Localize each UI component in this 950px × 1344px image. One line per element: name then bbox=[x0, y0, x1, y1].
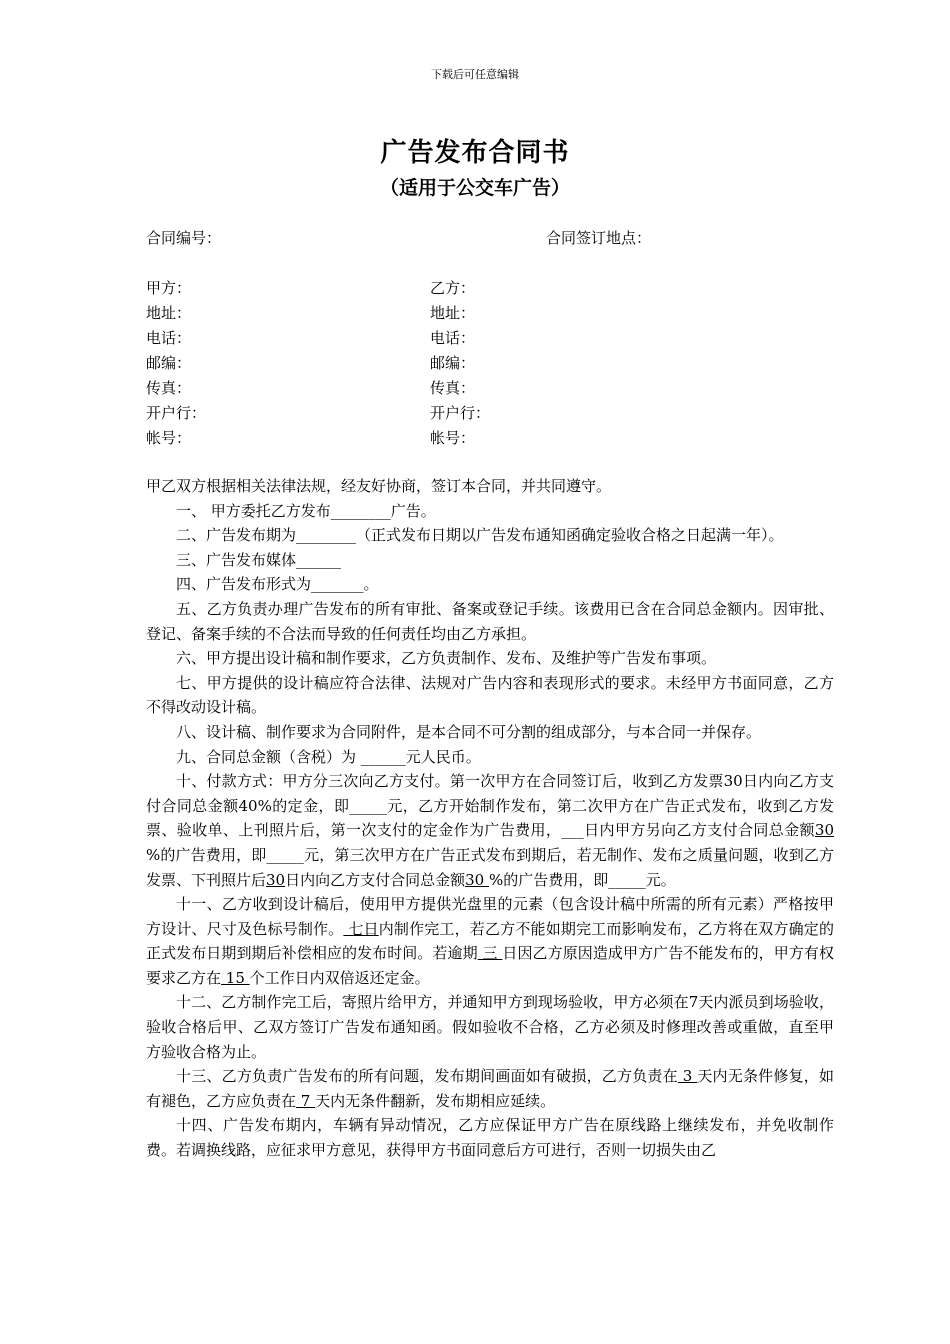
party-row bbox=[146, 276, 846, 301]
clause-text: 日内甲方另向乙方支付合同总金额 bbox=[583, 821, 815, 840]
party-row bbox=[146, 326, 846, 351]
clause-10 bbox=[146, 769, 834, 892]
clause-2: 二、广告发布期为________（正式发布日期以广告发布通知函确定验收合格之日起满一年）。 bbox=[176, 526, 784, 545]
clause-14: 十四、广告发布期内，车辆有异动情况，乙方应保证甲方广告在原线路上继续发布，并免收制作费。若调换线路，应征求甲方意见，获得甲方书面同意后方可进行，否则一切损失由乙 bbox=[146, 1116, 834, 1160]
party-b-field: 电话： bbox=[430, 329, 476, 347]
clause-text: 十一、乙方收到设计稿后，使用甲方提供光盘里的元素（包含设计稿中所需的所有元素）严格按甲方设计、尺寸及色标号制作。 bbox=[146, 895, 834, 938]
party-a-field: 帐号： bbox=[146, 429, 192, 447]
blank-field: _____ bbox=[608, 870, 646, 889]
blank-field: _____ bbox=[349, 796, 387, 815]
clause-6: 六、甲方提出设计稿和制作要求，乙方负责制作、发布、及维护等广告发布事项。 bbox=[176, 649, 717, 668]
blank-field: _____ bbox=[266, 845, 304, 864]
clause-text: 元。 bbox=[645, 870, 676, 889]
party-info bbox=[146, 276, 846, 451]
party-row bbox=[146, 426, 846, 451]
party-a-field: 传真： bbox=[146, 379, 192, 397]
underlined-value: 七日 bbox=[343, 919, 379, 938]
underlined-value: 7 bbox=[296, 1091, 316, 1110]
header-note: 下载后可任意编辑 bbox=[431, 68, 519, 81]
contract-subtitle: （适用于公交车广告） bbox=[379, 177, 570, 199]
underlined-value: 30 bbox=[266, 870, 286, 889]
party-row bbox=[146, 301, 846, 326]
clause-1: 一、 甲方委托乙方发布________广告。 bbox=[176, 501, 436, 520]
party-a-field: 地址： bbox=[146, 304, 192, 322]
party-row bbox=[146, 376, 846, 401]
clause-text: 天内无条件翻新，发布期相应延续。 bbox=[315, 1091, 556, 1110]
clause-5: 五、乙方负责办理广告发布的所有审批、备案或登记手续。该费用已含在合同总金额内。因审批、登记、备案手续的不合法而导致的任何责任均由乙方承担。 bbox=[146, 599, 834, 643]
party-a-field: 开户行： bbox=[146, 404, 207, 422]
clause-3: 三、广告发布媒体______ bbox=[176, 550, 342, 569]
clause-text: 元，乙方开始制作发布，第二次甲方在广告正式发布，收到乙方发票、验收单、上刊照片后，第一次支付的定金作为广告费用， bbox=[146, 796, 834, 840]
clause-text: 日因乙方原因造成甲方广告不能发布的，甲方有权要求乙方在 bbox=[146, 944, 834, 987]
contract-title: 广告发布合同书 bbox=[380, 138, 570, 168]
clause-13 bbox=[146, 1064, 834, 1113]
contract-body bbox=[146, 474, 834, 1163]
party-b-field: 帐号： bbox=[430, 429, 476, 447]
clause-text: 个工作日内双倍返还定金。 bbox=[249, 968, 430, 987]
party-a-field: 邮编： bbox=[146, 354, 192, 372]
party-b-field: 地址： bbox=[430, 304, 476, 322]
clause-text: %的广告费用，即 bbox=[146, 845, 267, 864]
clause-text: 天内无条件修复，如有褪色，乙方应负责在 bbox=[146, 1067, 834, 1110]
clause-12: 十二、乙方制作完工后，寄照片给甲方，并通知甲方到现场验收，甲方必须在7天内派员到场验收，验收合格后甲、乙双方签订广告发布通知函。假如验收不合格，乙方必须及时修理改善或重做，直至甲方验收合格为止。 bbox=[146, 993, 834, 1061]
party-b-field: 开户行： bbox=[430, 404, 491, 422]
sign-place-label: 合同签订地点： bbox=[546, 229, 652, 247]
underlined-value: 3 bbox=[677, 1067, 698, 1086]
intro-paragraph: 甲乙双方根据相关法律法规，经友好协商，签订本合同，并共同遵守。 bbox=[146, 477, 612, 495]
underlined-value: 三 bbox=[477, 944, 503, 963]
clause-4: 四、广告发布形式为_______。 bbox=[176, 575, 379, 594]
clause-text: 日内向乙方支付合同总金额 bbox=[285, 870, 466, 889]
party-b-field: 邮编： bbox=[430, 354, 476, 372]
contract-number-label: 合同编号： bbox=[146, 229, 222, 247]
clause-text: 十三、乙方负责广告发布的所有问题，发布期间画面如有破损，乙方负责在 bbox=[176, 1067, 678, 1086]
clause-9: 九、合同总金额（含税）为 ______元人民币。 bbox=[176, 747, 481, 766]
clause-text: 十、付款方式：甲方分三次向乙方支付。第一次甲方在合同签订后，收到乙方发票30日内向乙方支付合同总金额40%的定金，即 bbox=[146, 772, 834, 815]
underlined-value: 30 bbox=[465, 870, 489, 889]
clause-text: 内制作完工，若乙方不能如期完工而影响发布，乙方将在双方确定的正式发布日期到期后补偿相应的发布时间。若逾期 bbox=[146, 919, 834, 963]
party-a-field: 电话： bbox=[146, 329, 192, 347]
underlined-value: 30 bbox=[814, 821, 834, 840]
party-b-field: 传真： bbox=[430, 379, 476, 397]
blank-field: ___ bbox=[561, 821, 584, 840]
underlined-value: 15 bbox=[221, 968, 250, 987]
party-b-field: 乙方： bbox=[430, 279, 476, 297]
clause-11 bbox=[146, 892, 834, 990]
clause-7: 七、甲方提供的设计稿应符合法律、法规对广告内容和表现形式的要求。未经甲方书面同意，乙方不得改动设计稿。 bbox=[146, 673, 834, 717]
clause-text: 元，第三次甲方在广告正式发布到期后，若无制作、发布之质量问题，收到乙方发票、下刊照片后 bbox=[146, 845, 834, 889]
clause-8: 八、设计稿、制作要求为合同附件，是本合同不可分割的组成部分，与本合同一并保存。 bbox=[176, 722, 762, 741]
party-a-field: 甲方： bbox=[146, 279, 192, 297]
party-row bbox=[146, 351, 846, 376]
party-row bbox=[146, 401, 846, 426]
clause-text: %的广告费用，即 bbox=[488, 870, 609, 889]
